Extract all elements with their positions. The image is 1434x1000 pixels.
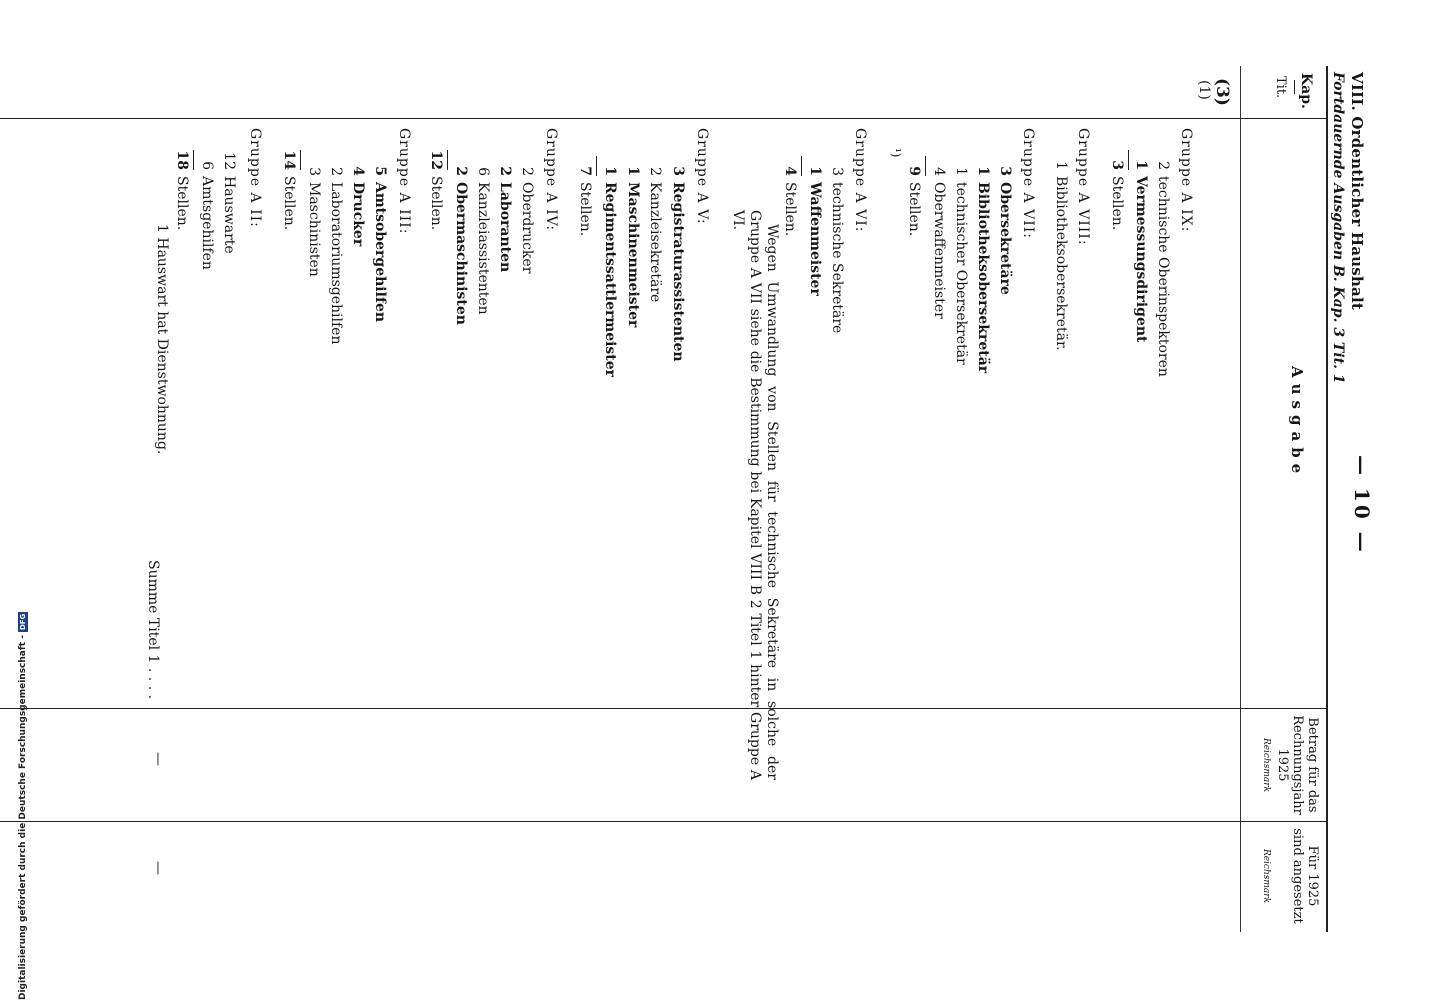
- header-bottom-rule: [1240, 66, 1241, 932]
- tit-label: Tit.: [1273, 76, 1288, 99]
- group-note: 1 Hauswart hat Dienstwohnung.: [154, 224, 170, 455]
- group-item: [973, 154, 993, 373]
- item-count: 3: [829, 167, 845, 176]
- item-label: Laboratoriumsgehilfen: [328, 182, 344, 345]
- col1-heading-line2: Rechnungsjahr: [1290, 715, 1305, 815]
- item-count: 4: [931, 167, 947, 176]
- group-heading: [692, 128, 712, 225]
- sum-rule: [925, 156, 926, 176]
- item-count: 1: [1053, 161, 1069, 170]
- kap-label: Kap.: [1298, 73, 1314, 109]
- item-label: technische Sekretäre: [829, 182, 845, 334]
- item-count: 2: [647, 167, 663, 176]
- col1-heading-line3: 1925: [1275, 748, 1290, 782]
- item-count: 12: [221, 152, 237, 170]
- group-note: Wegen Umwandlung von Stellen für technische Sekretäre in solche der Gruppe A VII siehe die Bestimmung bei Kapitel VIII B 2 Titel 1 hinter Gruppe A VI.: [730, 210, 780, 780]
- digitization-sidebar: [0, 0, 28, 1000]
- group-item: [517, 154, 537, 273]
- group-heading-text: Gruppe A VIII:: [1075, 128, 1091, 246]
- item-count: 6: [475, 167, 491, 176]
- summe-col2-value: —: [150, 861, 166, 875]
- group-item: [805, 154, 825, 296]
- total-count: 9: [906, 166, 922, 176]
- item-label: technische Oberinspektoren: [1155, 176, 1171, 377]
- group-item: [451, 154, 471, 325]
- group-item: [645, 154, 665, 302]
- item-count: 1: [1133, 160, 1149, 170]
- sum-rule: [193, 150, 194, 170]
- page-number: — 10 —: [1350, 455, 1374, 555]
- group-heading-text: Gruppe A IX:: [1178, 128, 1194, 233]
- col2-heading: [1258, 826, 1320, 926]
- total-label: Stellen.: [174, 176, 190, 231]
- group-item: [197, 148, 217, 270]
- item-label: Kanzleiassistenten: [475, 182, 491, 315]
- item-label: Bibliotheksobersekretär: [975, 182, 991, 374]
- item-label: Laboranten: [497, 182, 513, 273]
- group-heading-text: Gruppe A VI:: [852, 128, 868, 233]
- item-count: 1: [625, 166, 641, 176]
- kapitel-number: (3): [1212, 78, 1232, 106]
- total-label: Stellen.: [281, 176, 297, 231]
- item-count: 1: [602, 166, 618, 176]
- group-item: [1051, 148, 1071, 351]
- titel-number: (1): [1196, 80, 1212, 100]
- group-item: [473, 154, 493, 315]
- item-label: Bibliotheksobersekretär.: [1053, 176, 1069, 351]
- group-item: [1131, 148, 1151, 343]
- col2-unit: Reichsmark: [1261, 848, 1271, 904]
- section-subtitle: Fortdauernde Ausgaben B. Kap. 3 Tit. 1: [1330, 72, 1346, 384]
- group-heading-text: Gruppe A VII:: [1020, 128, 1036, 239]
- group-heading-text: Gruppe A II:: [247, 128, 263, 228]
- item-label: Obermaschinisten: [453, 182, 469, 325]
- digitization-text: Digitalisierung gefördert durch die Deutsche Forschungsgemeinschaft -: [18, 635, 28, 1000]
- item-count: 6: [199, 161, 215, 170]
- group-item: [668, 154, 688, 362]
- item-label: Obersekretäre: [997, 182, 1013, 295]
- item-count: 1: [975, 166, 991, 176]
- item-label: Oberwaffenmeister: [931, 182, 947, 319]
- total-count: 14: [281, 150, 297, 170]
- kap-column-rule: [0, 118, 1328, 119]
- summe-line: Summe Titel 1 . . . .: [145, 560, 161, 700]
- item-count: 1: [807, 166, 823, 176]
- item-count: 2: [328, 167, 344, 176]
- item-label: Maschinisten: [306, 182, 322, 277]
- sum-rule: [300, 150, 301, 170]
- total-count: 3: [1109, 160, 1125, 170]
- group-total: [904, 154, 924, 236]
- footnote-mark: ¹): [889, 148, 903, 158]
- sum-rule: [801, 156, 802, 176]
- total-count: 12: [428, 150, 444, 170]
- header-top-rule: [1326, 66, 1328, 932]
- group-heading-text: Gruppe A III:: [396, 128, 412, 235]
- group-item: [827, 154, 847, 333]
- item-count: 3: [670, 166, 686, 176]
- group-item: [348, 154, 368, 246]
- total-label: Stellen.: [906, 182, 922, 237]
- group-heading: [1073, 128, 1093, 246]
- group-item: [1153, 148, 1173, 377]
- total-label: Stellen.: [782, 182, 798, 237]
- item-label: Kanzleisekretäre: [647, 182, 663, 303]
- item-label: Amtsobergehilfen: [372, 182, 388, 323]
- col2-left-rule: [0, 821, 1328, 822]
- item-count: 3: [306, 167, 322, 176]
- col1-heading: [1258, 712, 1320, 818]
- item-label: technischer Obersekretär: [953, 182, 969, 365]
- item-count: 3: [997, 166, 1013, 176]
- total-count: 18: [174, 150, 190, 170]
- group-item: [951, 154, 971, 365]
- item-label: Hauswarte: [221, 176, 237, 254]
- item-count: 2: [453, 166, 469, 176]
- item-label: Maschinenmeister: [625, 182, 641, 328]
- group-heading: [1018, 128, 1038, 239]
- total-count: 4: [782, 166, 798, 176]
- group-heading: [245, 128, 265, 228]
- col1-left-rule: [0, 708, 1328, 709]
- group-item: [929, 154, 949, 319]
- total-label: Stellen.: [577, 182, 593, 237]
- col1-heading-line1: Betrag für das: [1305, 717, 1320, 813]
- group-heading: [1176, 128, 1196, 232]
- group-total: [426, 148, 446, 230]
- item-label: Vermessungsdirigent: [1133, 176, 1149, 343]
- col2-heading-line2: sind angesetzt: [1290, 828, 1305, 924]
- group-item: [326, 154, 346, 344]
- col2-heading-line1: Für 1925: [1305, 845, 1320, 907]
- item-label: Amtsgehilfen: [199, 176, 215, 270]
- group-total: [780, 154, 800, 236]
- group-item: [370, 154, 390, 322]
- ausgabe-heading: Ausgabe: [1288, 366, 1306, 480]
- total-label: Stellen.: [428, 176, 444, 231]
- total-label: Stellen.: [1109, 176, 1125, 231]
- item-count: 5: [372, 166, 388, 176]
- item-label: Oberdrucker: [519, 182, 535, 274]
- group-item: [495, 154, 515, 272]
- dfg-logo: DFG: [19, 613, 27, 631]
- sum-rule: [1128, 150, 1129, 170]
- item-count: 2: [1155, 161, 1171, 170]
- item-count: 4: [350, 166, 366, 176]
- group-heading-text: Gruppe A V:: [694, 128, 710, 225]
- summe-col1-value: —: [150, 752, 166, 766]
- group-item: [600, 154, 620, 377]
- group-total: [279, 148, 299, 230]
- group-heading: [541, 128, 561, 231]
- total-count: 7: [577, 166, 593, 176]
- col1-unit: Reichsmark: [1261, 737, 1271, 793]
- group-heading: [394, 128, 414, 234]
- sum-rule: [447, 150, 448, 170]
- item-label: Waffenmeister: [807, 182, 823, 296]
- group-heading: [850, 128, 870, 232]
- item-count: 2: [519, 167, 535, 176]
- digitization-notice: [18, 600, 28, 1000]
- group-total: [1107, 148, 1127, 230]
- group-item: [219, 148, 239, 254]
- item-label: Drucker: [350, 182, 366, 247]
- sum-rule: [596, 156, 597, 176]
- item-label: Regimentssattlermeister: [602, 182, 618, 378]
- item-label: Registraturassistenten: [670, 182, 686, 362]
- kap-tit-divider: [1294, 80, 1295, 94]
- group-total: [575, 154, 595, 236]
- book-title: VIII. Ordentlicher Haushalt: [1348, 72, 1366, 310]
- group-total: [172, 148, 192, 230]
- group-heading-text: Gruppe A IV:: [543, 128, 559, 232]
- item-count: 2: [497, 166, 513, 176]
- group-item: [304, 154, 324, 277]
- group-item: [623, 154, 643, 327]
- group-item: [995, 154, 1015, 295]
- item-count: 1: [953, 167, 969, 176]
